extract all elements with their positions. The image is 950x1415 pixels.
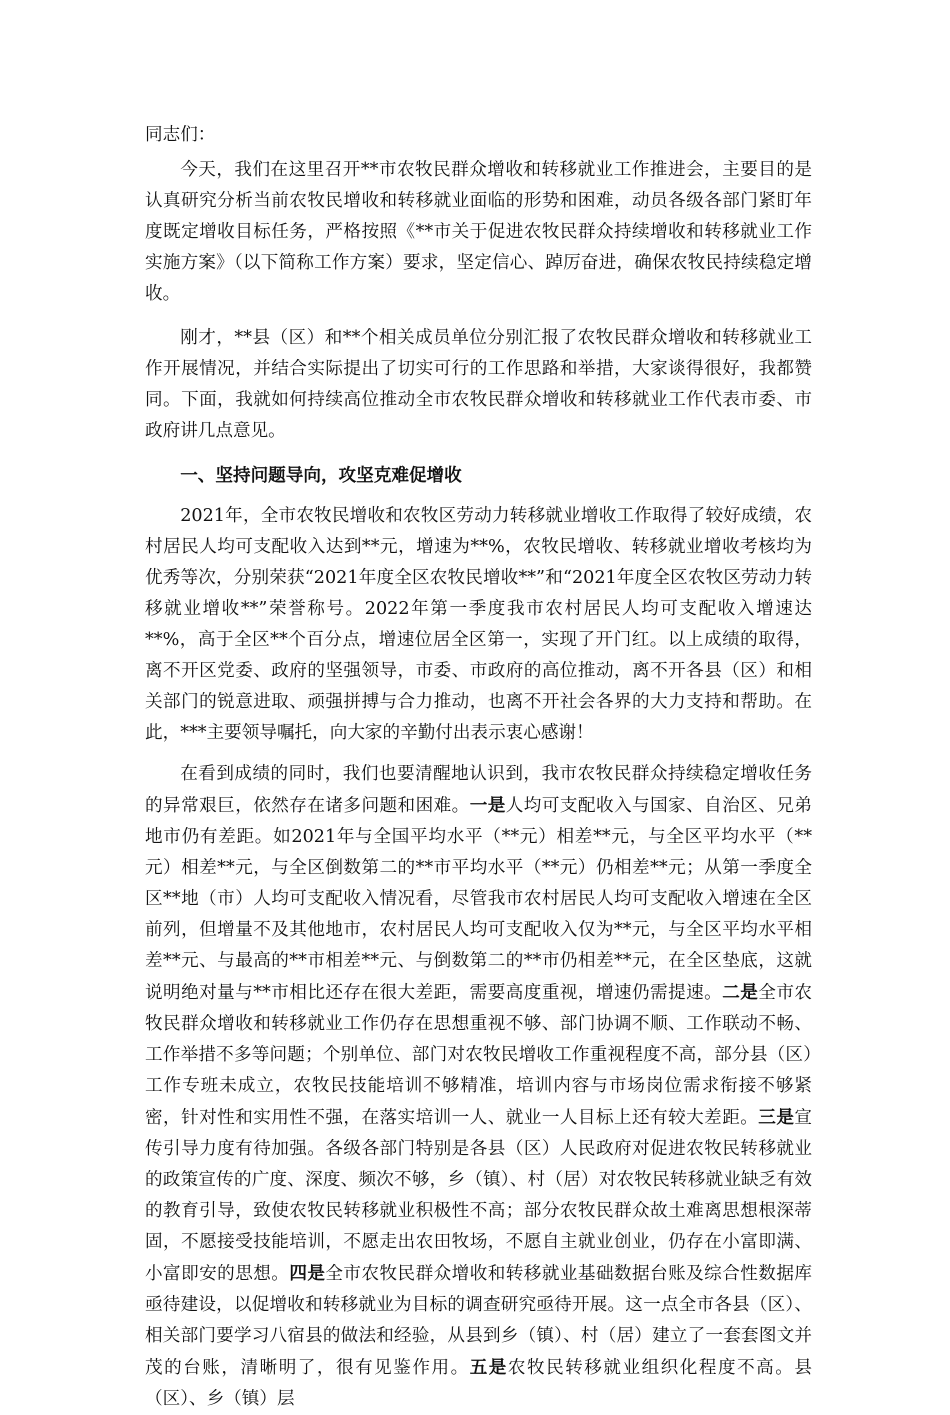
point-text-4: 全市农牧民群众增收和转移就业基础数据台账及综合性数据库亟待建设，以促增收和转移就业为目标的调查研究亟待开展。这一点全市各县（区）、相关部门要学习八宿县的做法和经验，从县到乡（镇）、村（居）建立了一套套图文并茂的台账，清晰明了，很有见鉴作用。 bbox=[145, 1264, 812, 1378]
point-label-1: 一是 bbox=[469, 795, 506, 816]
paragraph-reports: 刚才，**县（区）和**个相关成员单位分别汇报了农牧民群众增收和转移就业工作开展情况，并结合实际提出了切实可行的工作思路和举措，大家谈得很好，我都赞同。下面，我就如何持续高位推动全市农牧民群众增收和转移就业工作代表市委、市政府讲几点意见。 bbox=[145, 328, 812, 441]
paragraph-opening: 今天，我们在这里召开**市农牧民群众增收和转移就业工作推进会，主要目的是认真研究分析当前农牧民增收和转移就业面临的形势和困难，动员各级各部门紧盯年度既定增收目标任务，严格按照《**市关于促进农牧民群众持续增收和转移就业工作实施方案》（以下简称工作方案）要求，坚定信心、踔厉奋进，确保农牧民持续稳定增收。 bbox=[145, 160, 812, 304]
point-text-1: 人均可支配收入与国家、自治区、兄弟地市仍有差距。如2021年与全国平均水平（**元）相差**元，与全区平均水平（**元）相差**元，与全区倒数第二的**市平均水平（**元）仍相差**元；从第一季度全区**地（市）人均可支配收入情况看，尽管我市农村居民人均可支配收入增速在全区前列，但增量不及其他地市，农村居民人均可支配收入仅为**元，与全区平均水平相差**元、与最高的**市相差**元、与倒数第二的**市仍相差**元，在全区垫底，这就说明绝对量与**市相比还存在很大差距，需要高度重视，增速仍需提速。 bbox=[145, 796, 812, 1003]
salutation: 同志们： bbox=[145, 125, 216, 145]
problems-intro: 在看到成绩的同时，我们也要清醒地认识到，我市农牧民群众持续稳定增收任务的异常艰巨，依然存在诸多问题和困难。 bbox=[145, 764, 812, 816]
section-heading-1: 一、坚持问题导向，攻坚克难促增收 bbox=[180, 465, 462, 486]
paragraph-achievements: 2021年，全市农牧民增收和农牧区劳动力转移就业增收工作取得了较好成绩，农村居民人均可支配收入达到**元，增速为**%，农牧民增收、转移就业增收考核均为优秀等次，分别荣获“2021年度全区农牧民增收**”和“2021年度全区农牧区劳动力转移就业增收**”荣誉称号。2022年第一季度我市农村居民人均可支配收入增速达**%，高于全区**个百分点，增速位居全区第一，实现了开门红。以上成绩的取得，离不开区党委、政府的坚强领导，市委、市政府的高位推动，离不开各县（区）和相关部门的锐意进取、顽强拼搏与合力推动，也离不开社会各界的大力支持和帮助。在此，***主要领导嘱托，向大家的辛勤付出表示衷心感谢！ bbox=[145, 506, 812, 743]
point-text-2: 全市农牧民群众增收和转移就业工作仍存在思想重视不够、部门协调不顺、工作联动不畅、工作举措不多等问题；个别单位、部门对农牧民增收工作重视程度不高，部分县（区）工作专班未成立，农牧民技能培训不够精准，培训内容与市场岗位需求衔接不够紧密，针对性和实用性不强，在落实培训一人、就业一人目标上还有较大差距。 bbox=[145, 983, 812, 1128]
point-text-3: 宣传引导力度有待加强。各级各部门特别是各县（区）人民政府对促进农牧民转移就业的政策宣传的广度、深度、频次不够，乡（镇）、村（居）对农牧民转移就业缺乏有效的教育引导，致使农牧民转移就业积极性不高；部分农牧民群众故土难离思想根深蒂固，不愿接受技能培训，不愿走出农田牧场，不愿自主就业创业，仍存在小富即满、小富即安的思想。 bbox=[145, 1108, 812, 1284]
point-label-3: 三是 bbox=[758, 1107, 795, 1128]
point-text-5: 农牧民转移就业组织化程度不高。县（区）、乡（镇）层 bbox=[145, 1358, 812, 1409]
paragraph-problems bbox=[145, 759, 812, 1415]
point-label-5: 五是 bbox=[469, 1357, 508, 1378]
point-label-4: 四是 bbox=[289, 1263, 326, 1284]
point-label-2: 二是 bbox=[722, 982, 759, 1003]
